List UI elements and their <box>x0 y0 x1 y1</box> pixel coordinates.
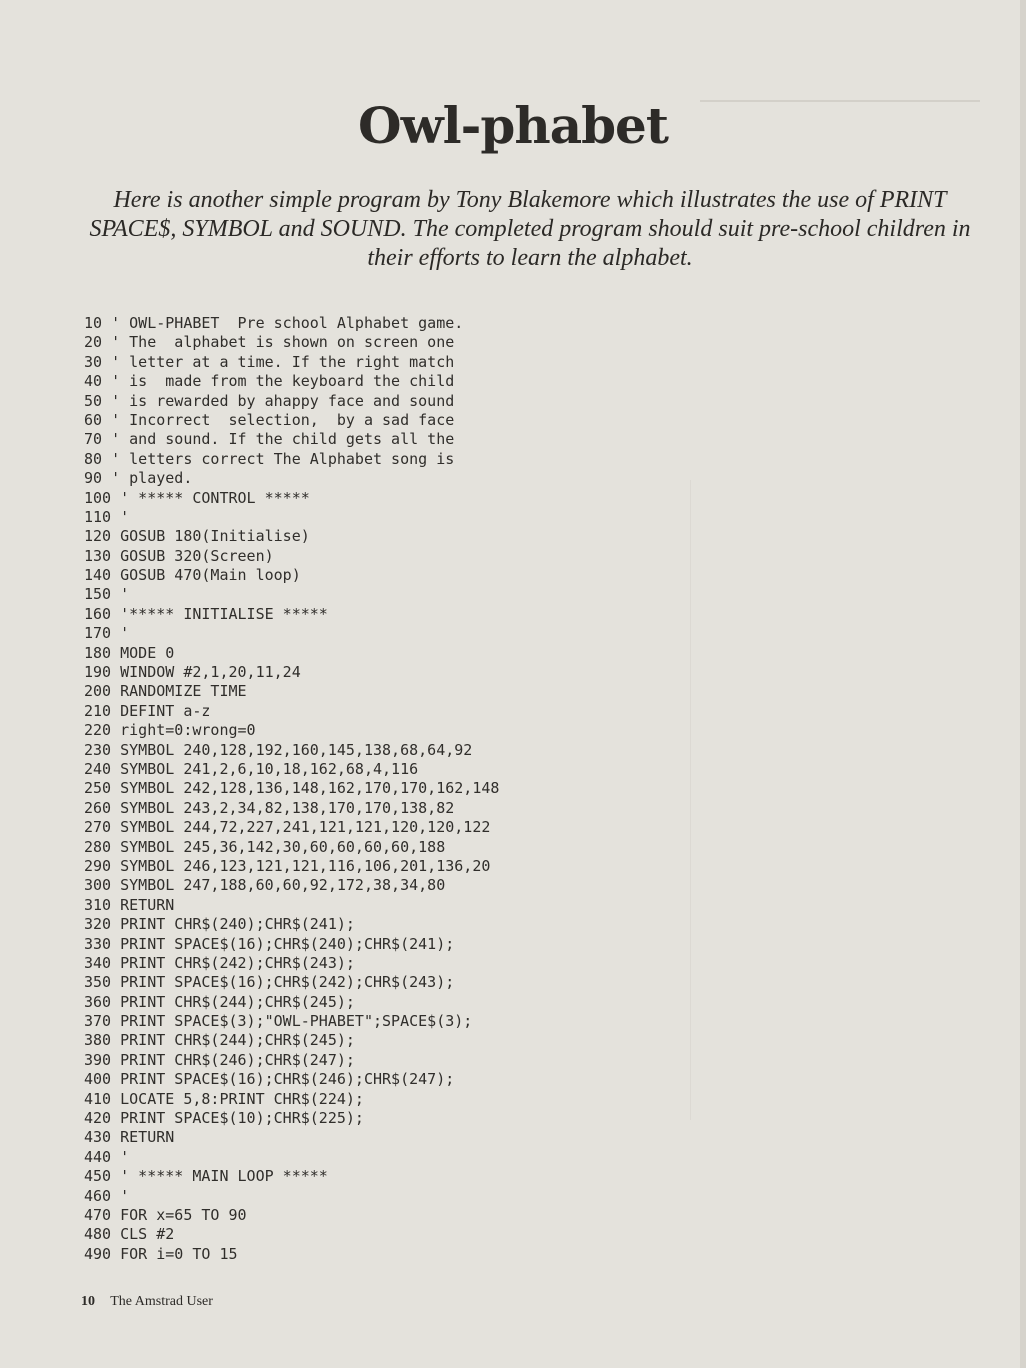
code-line: 320 PRINT CHR$(240);CHR$(241); <box>84 915 355 934</box>
page-number: 10 <box>81 1294 95 1309</box>
code-line: 100 ' ***** CONTROL ***** <box>84 488 310 507</box>
code-line: 110 ' <box>84 507 130 526</box>
code-line: 10 ' OWL-PHABET Pre school Alphabet game. <box>84 314 464 332</box>
code-line: 390 PRINT CHR$(246);CHR$(247); <box>84 1050 355 1069</box>
code-line: 400 PRINT SPACE$(16);CHR$(246);CHR$(247); <box>84 1070 455 1089</box>
code-line: 430 RETURN <box>84 1128 175 1147</box>
code-line: 200 RANDOMIZE TIME <box>84 682 247 701</box>
code-line: 80 ' letters correct The Alphabet song is <box>84 449 455 468</box>
code-line: 160 '***** INITIALISE ***** <box>84 604 328 623</box>
code-line: 150 ' <box>84 585 130 604</box>
code-line: 210 DEFINT a-z <box>84 701 211 720</box>
code-line: 90 ' played. <box>84 469 193 488</box>
code-line: 60 ' Incorrect selection, by a sad face <box>84 410 455 429</box>
code-line: 480 CLS #2 <box>84 1225 175 1244</box>
page-edge-shadow <box>1020 0 1026 1368</box>
code-line: 330 PRINT SPACE$(16);CHR$(240);CHR$(241); <box>84 934 455 953</box>
code-line: 370 PRINT SPACE$(3);"OWL-PHABET";SPACE$(3); <box>84 1012 473 1031</box>
code-line: 240 SYMBOL 241,2,6,10,18,162,68,4,116 <box>84 759 419 778</box>
code-line: 310 RETURN <box>84 895 175 914</box>
code-line: 300 SYMBOL 247,188,60,60,92,172,38,34,80 <box>84 876 446 895</box>
code-line: 440 ' <box>84 1147 130 1166</box>
code-line: 70 ' and sound. If the child gets all the <box>84 430 455 449</box>
program-listing <box>84 314 644 1264</box>
code-line: 180 MODE 0 <box>84 643 175 662</box>
code-line: 490 FOR i=0 TO 15 <box>84 1244 238 1263</box>
code-line: 30 ' letter at a time. If the right match <box>84 352 455 371</box>
code-line: 250 SYMBOL 242,128,136,148,162,170,170,162,148 <box>84 779 500 798</box>
code-line: 460 ' <box>84 1186 130 1205</box>
publication-name: The Amstrad User <box>110 1294 213 1309</box>
code-line: 140 GOSUB 470(Main loop) <box>84 566 301 585</box>
code-line: 360 PRINT CHR$(244);CHR$(245); <box>84 992 355 1011</box>
code-line: 190 WINDOW #2,1,20,11,24 <box>84 663 301 682</box>
code-line: 50 ' is rewarded by ahappy face and sound <box>84 391 455 410</box>
code-line: 280 SYMBOL 245,36,142,30,60,60,60,60,188 <box>84 837 446 856</box>
code-line: 170 ' <box>84 624 130 643</box>
code-line: 130 GOSUB 320(Screen) <box>84 546 274 565</box>
page-footer <box>81 1294 213 1310</box>
code-line: 270 SYMBOL 244,72,227,241,121,121,120,120,122 <box>84 818 491 837</box>
code-line: 230 SYMBOL 240,128,192,160,145,138,68,64,92 <box>84 740 473 759</box>
code-line: 20 ' The alphabet is shown on screen one <box>84 333 455 352</box>
bleed-through-column-right <box>690 480 991 1120</box>
code-line: 410 LOCATE 5,8:PRINT CHR$(224); <box>84 1089 364 1108</box>
code-line: 420 PRINT SPACE$(10);CHR$(225); <box>84 1109 364 1128</box>
code-line: 220 right=0:wrong=0 <box>84 721 256 740</box>
code-line: 340 PRINT CHR$(242);CHR$(243); <box>84 953 355 972</box>
code-line: 290 SYMBOL 246,123,121,121,116,106,201,136,20 <box>84 856 491 875</box>
code-line: 350 PRINT SPACE$(16);CHR$(242);CHR$(243); <box>84 973 455 992</box>
code-line: 260 SYMBOL 243,2,34,82,138,170,170,138,82 <box>84 798 455 817</box>
code-line: 380 PRINT CHR$(244);CHR$(245); <box>84 1031 355 1050</box>
code-line: 40 ' is made from the keyboard the child <box>84 372 455 391</box>
code-line: 450 ' ***** MAIN LOOP ***** <box>84 1167 328 1186</box>
code-line: 470 FOR x=65 TO 90 <box>84 1205 247 1224</box>
code-line: 120 GOSUB 180(Initialise) <box>84 527 310 546</box>
article-title: Owl-phabet <box>358 96 668 155</box>
article-intro: Here is another simple program by Tony Blakemore which illustrates the use of PRINT SPACE$, SYMBOL and SOUND. The completed program should suit pre-school children in their efforts to learn the alphabet. <box>89 187 971 271</box>
